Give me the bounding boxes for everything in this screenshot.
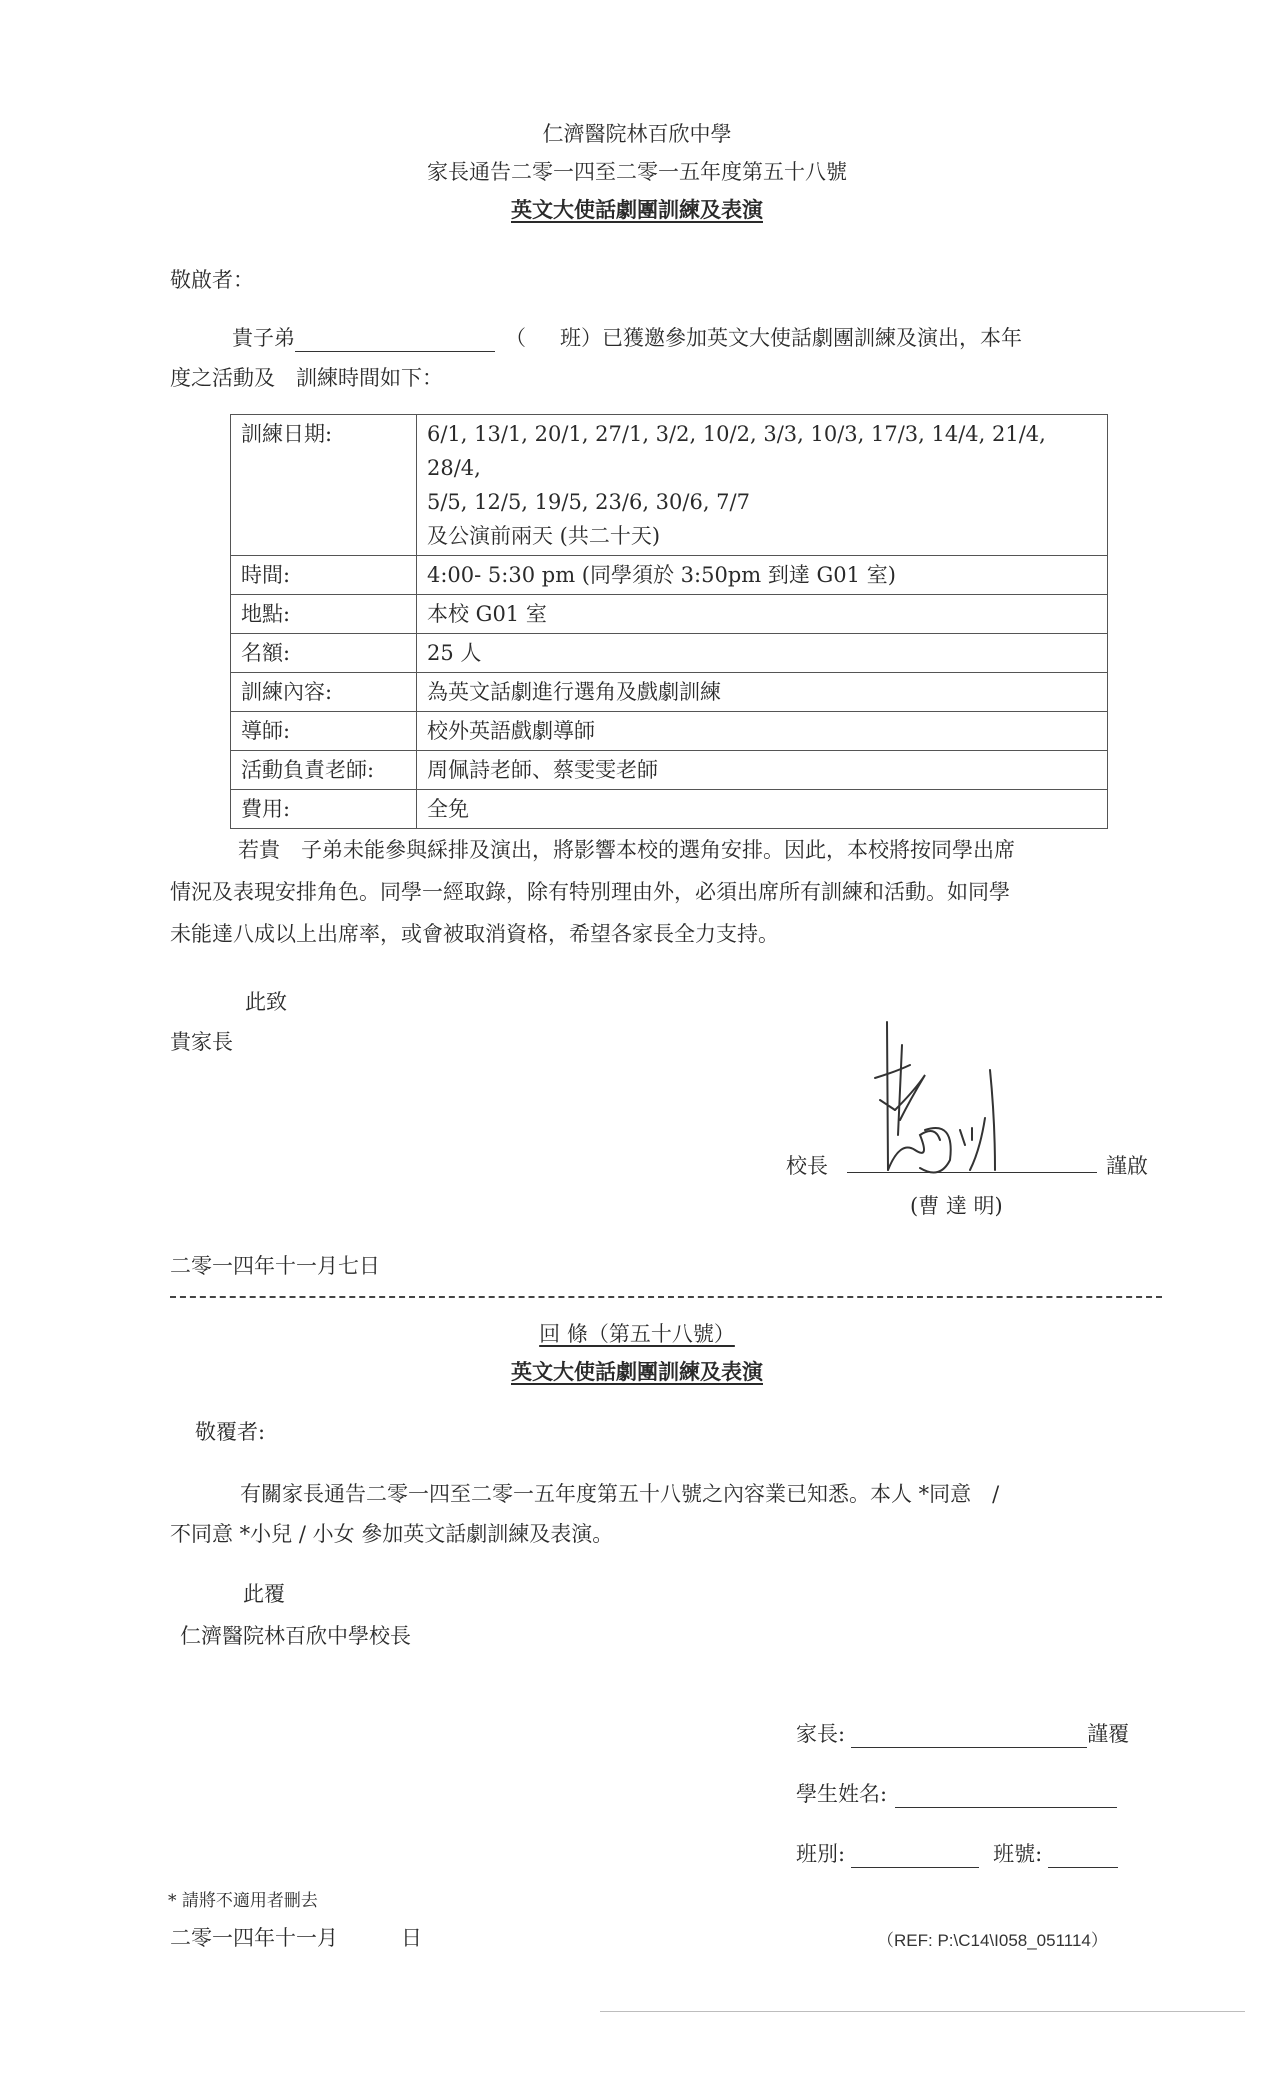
- row-value: 本校 G01 室: [417, 595, 1108, 634]
- table-row: [231, 712, 1108, 751]
- row-value: 全免: [417, 790, 1108, 829]
- parent-signature-blank[interactable]: [851, 1725, 1087, 1748]
- table-row: [231, 790, 1108, 829]
- row-value: 4:00- 5:30 pm (同學須於 3:50pm 到達 G01 室): [417, 556, 1108, 595]
- row-label: 地點:: [231, 595, 417, 634]
- reply-recipient: 仁濟醫院林百欣中學校長: [180, 1624, 411, 1648]
- school-name: 仁濟醫院林百欣中學: [542, 122, 732, 146]
- parent-signature-field: [796, 1718, 1129, 1748]
- intro-line-2: 度之活動及 訓練時間如下：: [170, 366, 443, 390]
- recipient: 貴家長: [170, 1030, 233, 1054]
- body-line: 未能達八成以上出席率，或會被取消資格，希望各家長全力支持。: [170, 922, 779, 946]
- row-value: 25 人: [417, 634, 1108, 673]
- reply-title: 回 條（第五十八號）: [539, 1322, 735, 1346]
- table-row: [231, 415, 1108, 556]
- body-line: 情況及表現安排角色。同學一經取錄，除有特別理由外，必須出席所有訓練和活動。如同學: [170, 880, 1010, 904]
- row-label: 費用:: [231, 790, 417, 829]
- training-dates-line: 5/5, 12/5, 19/5, 23/6, 30/6, 7/7: [427, 490, 750, 514]
- intro-paren: （: [505, 326, 526, 350]
- table-row: [231, 595, 1108, 634]
- details-table: [230, 414, 1108, 829]
- student-name-field: [796, 1778, 1117, 1808]
- body-line: 若貴 子弟未能參與綵排及演出，將影響本校的選角安排。因此，本校將按同學出席: [238, 838, 1015, 862]
- intro-line-1: [232, 322, 1022, 352]
- row-label: 名額:: [231, 634, 417, 673]
- table-row: [231, 673, 1108, 712]
- closing: 此致: [245, 990, 287, 1014]
- tear-off-divider: [170, 1296, 1162, 1298]
- parent-closing: 謹覆: [1087, 1722, 1130, 1746]
- intro-class-suffix: 班）已獲邀參加英文大使話劇團訓練及演出，本年: [560, 326, 1022, 350]
- row-value: 周佩詩老師、蔡雯雯老師: [417, 751, 1108, 790]
- row-label: 活動負責老師:: [231, 751, 417, 790]
- class-field: [796, 1838, 1118, 1868]
- student-name-label: 學生姓名:: [796, 1782, 888, 1806]
- notice-date: 二零一四年十一月七日: [170, 1254, 380, 1278]
- student-name-blank: [295, 329, 495, 352]
- reply-salutation: 敬覆者:: [195, 1420, 266, 1444]
- class-no-blank[interactable]: [1048, 1845, 1118, 1868]
- table-row: [231, 556, 1108, 595]
- row-label: 訓練日期:: [231, 415, 417, 556]
- training-dates-line: 及公演前兩天 (共二十天): [427, 524, 661, 548]
- notice-number: 家長通告二零一四至二零一五年度第五十八號: [427, 160, 847, 184]
- bottom-rule: [600, 2011, 1245, 2012]
- row-label: 導師:: [231, 712, 417, 751]
- reply-subtitle: 英文大使話劇團訓練及表演: [511, 1359, 763, 1384]
- table-row: [231, 634, 1108, 673]
- row-value: 校外英語戲劇導師: [417, 712, 1108, 751]
- reply-body-line: 不同意 *小兒 / 小女 參加英文話劇訓練及表演。: [170, 1522, 614, 1546]
- reply-date: 二零一四年十一月 日: [170, 1926, 422, 1950]
- row-label: 訓練內容:: [231, 673, 417, 712]
- row-value: [417, 415, 1108, 556]
- row-label: 時間:: [231, 556, 417, 595]
- footnote: * 請將不適用者刪去: [168, 1891, 318, 1911]
- principal-label: 校長: [786, 1154, 828, 1178]
- principal-signature: [860, 1020, 1060, 1180]
- class-no-label: 班號:: [993, 1842, 1043, 1866]
- notice-title: 英文大使話劇團訓練及表演: [511, 197, 763, 222]
- principal-name: (曹 達 明): [910, 1194, 1003, 1218]
- table-row: [231, 751, 1108, 790]
- class-label: 班別:: [796, 1842, 846, 1866]
- reply-closing: 此覆: [243, 1582, 285, 1606]
- salutation: 敬啟者：: [170, 268, 254, 292]
- class-blank[interactable]: [851, 1845, 979, 1868]
- student-name-blank[interactable]: [895, 1785, 1117, 1808]
- intro-prefix: 貴子弟: [232, 326, 295, 350]
- row-value: 為英文話劇進行選角及戲劇訓練: [417, 673, 1108, 712]
- reply-body-line: 有關家長通告二零一四至二零一五年度第五十八號之內容業已知悉。本人 *同意 /: [240, 1482, 1000, 1506]
- principal-closing: 謹啟: [1106, 1154, 1148, 1178]
- parent-label: 家長:: [796, 1722, 846, 1746]
- training-dates-line: 6/1, 13/1, 20/1, 27/1, 3/2, 10/2, 3/3, 10/3, 17/3, 14/4, 21/4, 28/4,: [427, 422, 1046, 480]
- reference-code: （REF: P:\C14\I058_051114）: [877, 1931, 1108, 1950]
